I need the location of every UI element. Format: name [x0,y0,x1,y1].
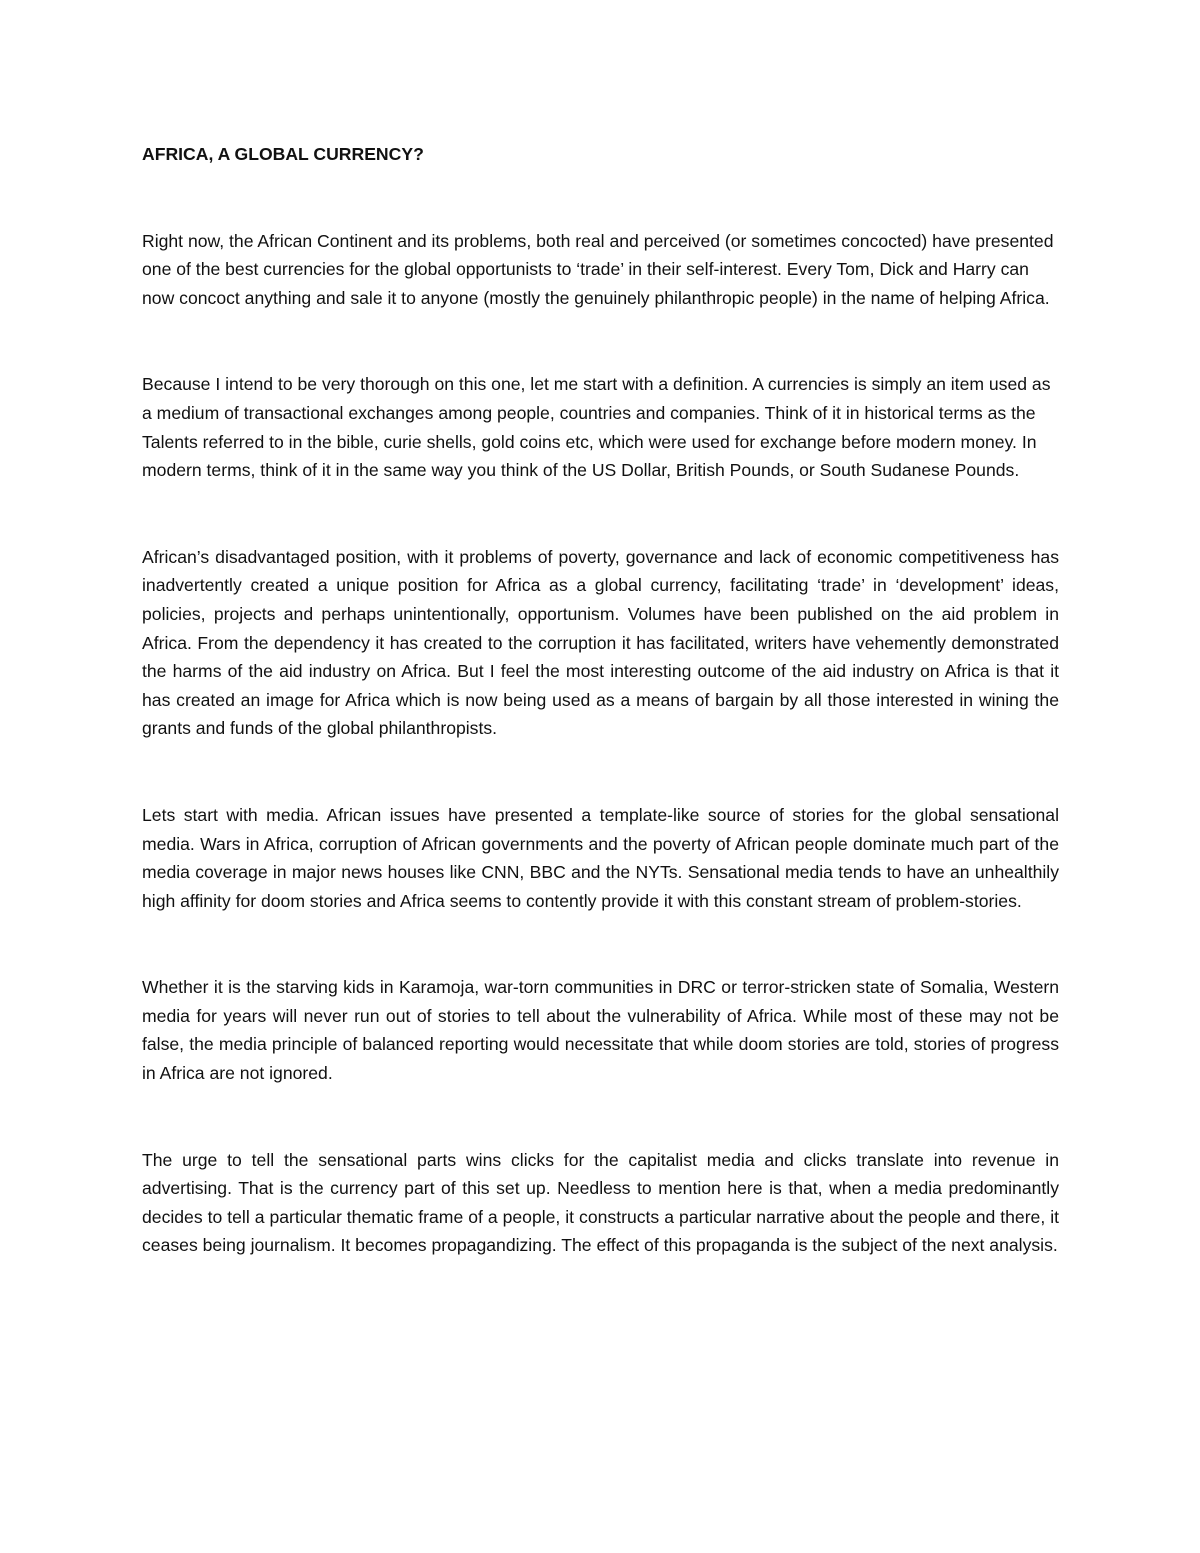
paragraph-3: African’s disadvantaged position, with it problems of poverty, governance and lack of economic competitiveness has inadvertently created a unique position for Africa as a global currency, facilitating ‘trade’ in ‘development’ ideas, policies, projects and perhaps unintentionally, opportunism. Volumes have been published on the aid problem in Africa. From the dependency it has created to the corruption it has facilitated, writers have vehemently demonstrated the harms of the aid industry on Africa. But I feel the most interesting outcome of the aid industry on Africa is that it has created an image for Africa which is now being used as a means of bargain by all those interested in wining the grants and funds of the global philanthropists. [142,546,1059,739]
document-body [142,140,1059,1318]
paragraph-4: Lets start with media. African issues have presented a template-like source of stories for the global sensational media. Wars in Africa, corruption of African governments and the poverty of African people dominate much part of the media coverage in major news houses like CNN, BBC and the NYTs. Sensational media tends to have an unhealthily high affinity for doom stories and Africa seems to contently provide it with this constant stream of problem-stories. [142,804,1059,911]
paragraph-2: Because I intend to be very thorough on this one, let me start with a definition. A currencies is simply an item used as a medium of transactional exchanges among people, countries and companies. Think of it in historical terms as the Talents referred to in the bible, curie shells, gold coins etc, which were used for exchange before modern money. In modern terms, think of it in the same way you think of the US Dollar, British Pounds, or South Sudanese Pounds. [142,374,1051,481]
document-title: AFRICA, A GLOBAL CURRENCY? [142,144,424,164]
paragraph-5: Whether it is the starving kids in Karamoja, war-torn communities in DRC or terror-stricken state of Somalia, Western media for years will never run out of stories to tell about the vulnerability of Africa. While most of these may not be false, the media principle of balanced reporting would necessitate that while doom stories are told, stories of progress in Africa are not ignored. [142,977,1059,1084]
paragraph-6: The urge to tell the sensational parts wins clicks for the capitalist media and clicks translate into revenue in advertising. That is the currency part of this set up. Needless to mention here is that, when a media predominantly decides to tell a particular thematic frame of a people, it constructs a particular narrative about the people and there, it ceases being journalism. It becomes propagandizing. The effect of this propaganda is the subject of the next analysis. [142,1149,1059,1256]
paragraph-1: Right now, the African Continent and its problems, both real and perceived (or sometimes concocted) have presented one of the best currencies for the global opportunists to ‘trade’ in their self-interest. Every Tom, Dick and Harry can now concoct anything and sale it to anyone (mostly the genuinely philanthropic people) in the name of helping Africa. [142,230,1054,308]
